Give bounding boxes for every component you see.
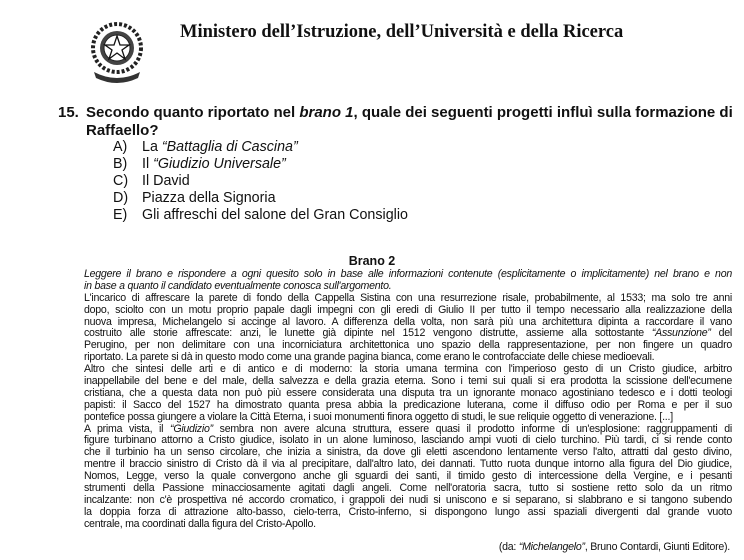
passage-line: [84, 317, 732, 329]
citation-start: (da:: [498, 541, 519, 553]
passage-text: A prima vista, il: [84, 423, 171, 435]
passage-line: [84, 376, 732, 388]
answer-options: [113, 139, 408, 224]
passage-text: figure turbinano attorno a Cristo giudice, isolato in un alone luminoso, lasciando ampi vuoti di cielo turchino. Più tardi, ci si rende conto: [84, 435, 732, 447]
passage-text: cristiana, che a questa data non può più essere considerata una disputa tra un ignorante monaco agostiniano tedesco e i dotti teologi: [84, 387, 732, 399]
passage-line: [84, 447, 732, 459]
passage-text: dopo, sciolto con un motu proprio papale dagli impegni con gli eredi di Giulio II per tutto il tempo necessario alla realizzazione della: [84, 304, 732, 316]
passage-text-italic: in base a quanto il candidato eventualmente conosca sull'argomento.: [84, 280, 392, 292]
question-text-italic: brano 1: [299, 104, 354, 121]
citation-end: , Bruno Contardi, Giunti Editore).: [584, 541, 730, 553]
question-text-end: , quale dei seguenti progetti influì sulla formazione di Raffaello?: [86, 104, 733, 139]
passage-text: Nomos, Legge, verso la quale convergono anche gli sguardi dei santi, il timido gesto di intercessione della Vergine, e i pesanti: [84, 471, 732, 483]
option-e[interactable]: [113, 207, 408, 224]
passage-citation: [499, 541, 730, 553]
passage-line: [84, 293, 732, 305]
option-text-italic: “Giudizio Universale”: [153, 156, 286, 172]
option-text-italic: “Battaglia di Cascina”: [161, 139, 298, 155]
option-c[interactable]: [113, 173, 408, 190]
passage-text: del: [710, 328, 732, 340]
passage-line: [84, 519, 732, 531]
option-d[interactable]: [113, 190, 408, 207]
passage-text: mentre il braccio sinistro di Cristo dà il via al precipitare, dall'altro lato, dei dannati. Tutto ruota dunque intorno alla figura del Dio giudice,: [84, 459, 732, 471]
citation-work: “Michelangelo”: [518, 541, 585, 553]
passage-text: costruito alle storie affrescate: anzi, le lunette già dipinte nel 1512 vengono distrutte, assieme alla sottostante: [84, 328, 652, 340]
option-letter: C): [113, 173, 129, 189]
passage-line: [84, 412, 732, 424]
passage-line: [84, 483, 732, 495]
option-text: Il David: [142, 173, 190, 189]
option-letter: B): [113, 156, 128, 172]
option-letter: D): [113, 190, 129, 206]
passage-line: [84, 400, 732, 412]
passage-text-italic: “Giudizio”: [170, 423, 213, 435]
passage-text: sembra non avere alcuna struttura, essere quasi il prodotto informe di un'esplosione: raggruppamenti di: [212, 423, 732, 435]
passage-text-italic: Leggere il brano e rispondere a ogni quesito solo in base alle informazioni contenute (esplicitamente o implicitamente) nel brano e non: [84, 269, 732, 280]
passage-line: [84, 507, 732, 519]
option-letter: E): [113, 207, 128, 223]
option-text: Gli affreschi del salone del Gran Consiglio: [142, 207, 408, 223]
option-text-plain: Il: [142, 156, 154, 172]
passage-line: [84, 281, 732, 293]
passage-text: nuova impresa, Michelangelo si accinge al lavoro. A differenza della volta, non sarà più una architettura dipinta a raccordare il vano: [84, 316, 732, 328]
passage-text: la doppia forza di attrazione alto-basso, cielo-terra, Cristo-inferno, si dispongono lungo assi spaziali divergenti dal grande vuoto: [84, 506, 732, 518]
passage-line: [84, 328, 732, 340]
passage-text: strumenti della Passione minacciosamente agitati dagli angeli. Come nell'oratoria sacra, tutto si sostiene retto solo da un ritmo: [84, 483, 732, 495]
option-letter: A): [113, 139, 128, 155]
passage-text: papisti: il Sacco del 1527 ha dimostrato quanta presa abbia la predicazione luterana, come il diffuso odio per Roma e per il suo: [84, 399, 732, 411]
passage-line: [84, 305, 732, 317]
option-text-plain: La: [142, 139, 162, 155]
republic-emblem-logo: [86, 18, 148, 86]
passage-line: [84, 495, 732, 507]
question-number: 15.: [58, 104, 79, 121]
option-b[interactable]: [113, 156, 408, 173]
passage-text: centrale, ma coordinati dalla figura del Cristo-Apollo.: [84, 518, 316, 530]
question-text: [86, 104, 736, 140]
passage-body: [84, 269, 732, 531]
ministry-title: Ministero dell’Istruzione, dell’Università e della Ricerca: [180, 22, 624, 42]
option-text: Piazza della Signoria: [142, 190, 276, 206]
option-text: [142, 139, 298, 156]
passage-line: [84, 340, 732, 352]
passage-line: [84, 471, 732, 483]
question-text-start: Secondo quanto riportato nel: [86, 104, 300, 121]
passage-text-italic: “Assunzione”: [651, 328, 711, 340]
passage-line: [84, 364, 732, 376]
passage-text: riportato. La parete si dà in questo modo come una grande pagina bianca, come erano le controfacciate delle chiese medioevali.: [84, 352, 655, 364]
option-a[interactable]: [113, 139, 408, 156]
passage-line: [84, 352, 732, 364]
passage-text: L'incarico di affrescare la parete di fondo della Cappella Sistina con una resurrezione risale, probabilmente, al 1533; ma solo tre anni: [84, 292, 732, 304]
passage-text: Perugino, per non delimitare con una incorniciatura architettonica uno spazio della rappresentazione, per non fingere un quadro: [84, 340, 732, 352]
option-text: [142, 156, 286, 173]
passage-title: Brano 2: [348, 254, 396, 268]
passage-text: pontefice possa giungere a violare la Città Eterna, i suoi monumenti finora oggetto di studi, le sue reliquie oggetto di venerazione. [...]: [84, 411, 673, 423]
passage-line: [84, 435, 732, 447]
passage-line: [84, 388, 732, 400]
passage-text: inappellabile del bene e del male, della salvezza e della grazia eterna. Sono i temi sui quali si era prodotta la scissione dell'ecumene: [84, 376, 732, 388]
passage-text: che il turbinio ha un senso circolare, che inizia a sinistra, da dove gli eletti ascendono lentamente verso l'alto, attratti dal gesto divino,: [84, 447, 732, 459]
passage-text: Altro che sintesi delle arti e di antico e di moderno: la storia umana termina con l'imperioso gesto di un Cristo giudice, arbitro: [84, 364, 732, 376]
passage-line: [84, 459, 732, 471]
passage-text: incalzante: non c'è prospettiva né accordo cromatico, i grappoli dei nudi si uniscono e si separano, si slabbrano e si tangono subendo: [84, 494, 732, 506]
passage-line: [84, 424, 732, 436]
passage-line: [84, 269, 732, 281]
